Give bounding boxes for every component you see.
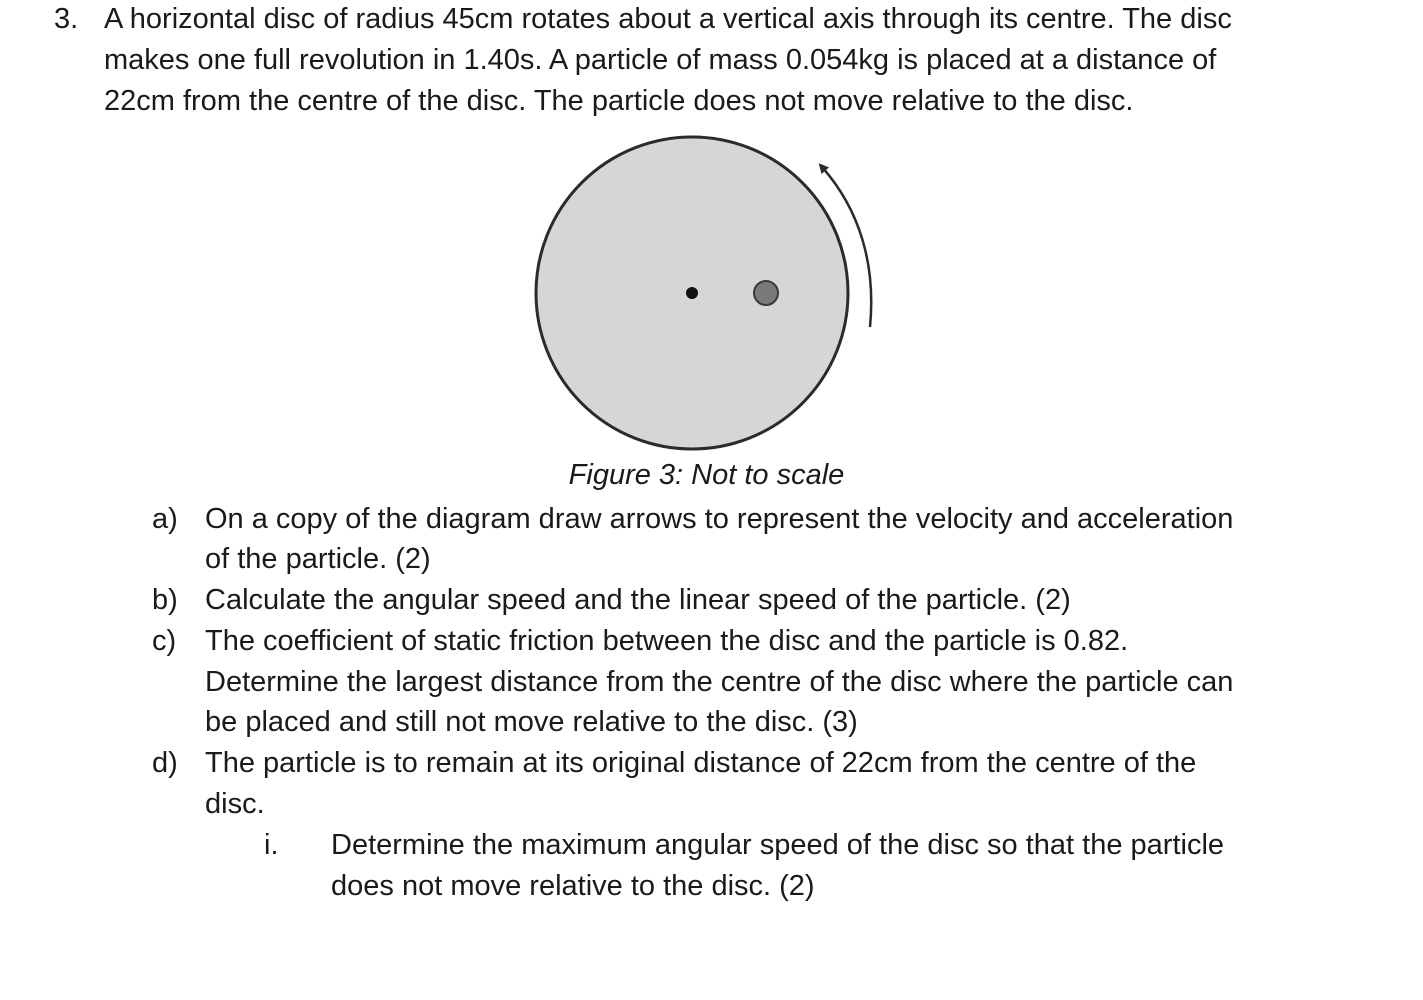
part-a-line-1: On a copy of the diagram draw arrows to represent the velocity and acceleration — [205, 503, 1234, 535]
part-c-line-1: The coefficient of static friction between the disc and the particle is 0.82. — [205, 625, 1129, 657]
question-intro-line-1: A horizontal disc of radius 45cm rotates about a vertical axis through its centre. The disc — [104, 3, 1232, 35]
part-b-label: b) — [152, 584, 178, 616]
part-c-line-3: be placed and still not move relative to the disc. (3) — [205, 706, 858, 738]
part-c-line-2: Determine the largest distance from the centre of the disc where the particle can — [205, 666, 1234, 698]
part-a-label: a) — [152, 503, 178, 535]
particle — [754, 281, 778, 305]
part-d-i-label: i. — [264, 829, 279, 861]
part-a-line-2: of the particle. (2) — [205, 543, 431, 575]
disc-figure — [520, 125, 890, 455]
figure-caption: Figure 3: Not to scale — [568, 459, 845, 491]
part-d-label: d) — [152, 747, 178, 779]
part-d-line-2: disc. — [205, 788, 265, 820]
part-b-line-1: Calculate the angular speed and the linear speed of the particle. (2) — [205, 584, 1071, 616]
part-d-i-line-2: does not move relative to the disc. (2) — [331, 870, 815, 902]
question-number: 3. — [54, 3, 79, 35]
part-d-line-1: The particle is to remain at its original distance of 22cm from the centre of the — [205, 747, 1197, 779]
question-intro-line-3: 22cm from the centre of the disc. The particle does not move relative to the disc. — [104, 85, 1134, 117]
part-c-label: c) — [152, 625, 177, 657]
part-d-i-line-1: Determine the maximum angular speed of the disc so that the particle — [331, 829, 1225, 861]
disc-centre-dot — [686, 287, 698, 299]
question-intro-line-2: makes one full revolution in 1.40s. A particle of mass 0.054kg is placed at a distance of — [104, 44, 1217, 76]
